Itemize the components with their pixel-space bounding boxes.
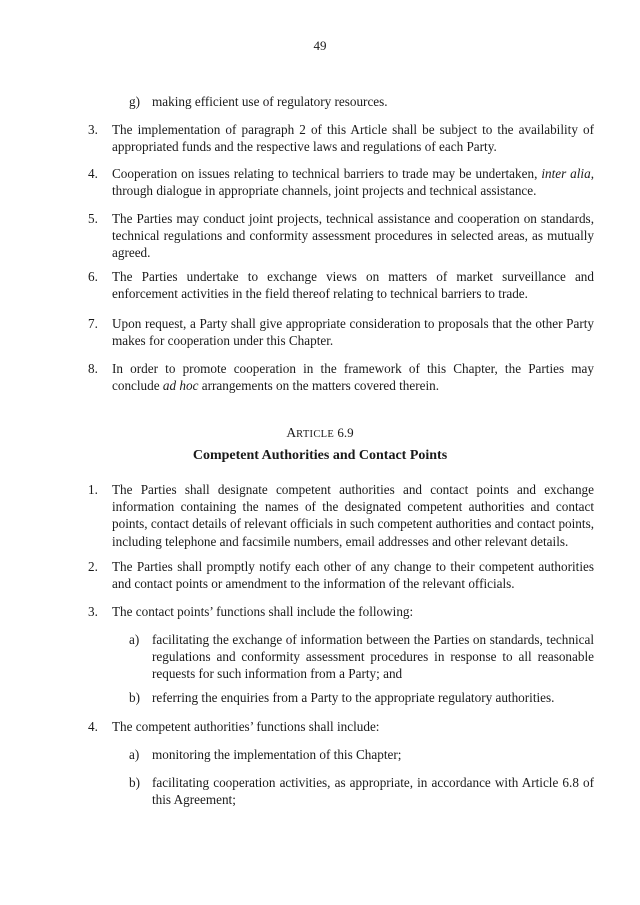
- sub-item-b: [129, 689, 594, 706]
- article-label-smallcaps: RTICLE: [296, 429, 335, 440]
- item-text: referring the enquiries from a Party to the appropriate regulatory authorities.: [152, 690, 555, 705]
- sub-item-a-authorities: [129, 746, 594, 763]
- sub-item-a: [129, 631, 594, 683]
- item-marker: 5.: [88, 211, 98, 226]
- paragraph-8: [88, 360, 594, 394]
- item-text: monitoring the implementation of this Chapter;: [152, 747, 402, 762]
- paragraph-2: [88, 558, 594, 592]
- list-item-g: [129, 93, 594, 110]
- page-number: 49: [313, 38, 327, 53]
- item-marker: b): [129, 690, 140, 705]
- paragraph-3-contact-points: [88, 603, 594, 620]
- item-text: The competent authorities’ functions shall include:: [112, 719, 380, 734]
- paragraph-7: [88, 315, 594, 349]
- item-text: The contact points’ functions shall include the following:: [112, 604, 414, 619]
- article-heading: [0, 425, 640, 443]
- item-marker: 3.: [88, 122, 98, 137]
- item-marker: 6.: [88, 269, 98, 284]
- paragraph-4-competent-authorities: [88, 718, 594, 735]
- paragraph-6: [88, 268, 594, 302]
- item-marker: 4.: [88, 719, 98, 734]
- article-label-initial: A: [286, 425, 297, 440]
- paragraph-4: [88, 165, 594, 199]
- paragraph-5: [88, 210, 594, 262]
- item-text: facilitating cooperation activities, as appropriate, in accordance with Article 6.8 of this Agreement;: [152, 775, 594, 808]
- item-marker: 7.: [88, 316, 98, 331]
- item-text: The implementation of paragraph 2 of this Article shall be subject to the availability of appropriated funds and the respective laws and regulations of each Party.: [112, 122, 594, 155]
- item-text: making efficient use of regulatory resources.: [152, 94, 388, 109]
- item-text: Upon request, a Party shall give appropriate consideration to proposals that the other Party makes for cooperation under this Chapter.: [112, 316, 594, 349]
- item-text: The Parties undertake to exchange views on matters of market surveillance and enforcement activities in the field thereof relating to technical barriers to trade.: [112, 269, 594, 302]
- item-text-end: , through dialogue in appropriate channels, joint projects and technical assistance.: [112, 166, 594, 199]
- paragraph-1: [88, 481, 594, 550]
- item-marker: b): [129, 775, 140, 790]
- article-title: Competent Authorities and Contact Points: [192, 448, 448, 463]
- item-marker: g): [129, 94, 140, 109]
- item-text-start: Cooperation on issues relating to technical barriers to trade may be undertaken,: [112, 166, 542, 181]
- item-marker: 4.: [88, 166, 98, 181]
- item-marker: 8.: [88, 361, 98, 376]
- item-marker: a): [129, 632, 140, 647]
- item-marker: a): [129, 747, 140, 762]
- sub-item-b-authorities: [129, 774, 594, 808]
- article-number: 6.9: [337, 425, 354, 440]
- item-marker: 3.: [88, 604, 98, 619]
- item-text-start: In order to promote cooperation in the framework of this Chapter, the Parties may conclude: [112, 361, 594, 394]
- item-text-italic: inter alia: [541, 166, 591, 181]
- paragraph-3: [88, 121, 594, 155]
- item-text-italic: ad hoc: [162, 378, 199, 394]
- item-text: facilitating the exchange of information between the Parties on standards, technical regulations and conformity assessment procedures in response to all reasonable requests for such information from a Party; and: [152, 632, 594, 682]
- item-text: The Parties shall promptly notify each other of any change to their competent authorities and contact points or amendment to the information of the relevant officials.: [112, 559, 594, 592]
- item-text: The Parties shall designate competent authorities and contact points and exchange information containing the names of the designated competent authorities and contact points, contact details of relevant officials in such competent authorities and contact points, including telephone and facsimile numbers, email addresses and other relevant details.: [112, 482, 594, 549]
- item-marker: 2.: [88, 559, 98, 574]
- item-text: The Parties may conduct joint projects, technical assistance and cooperation on standards, technical regulations and conformity assessment procedures in selected areas, as mutually agreed.: [112, 211, 594, 261]
- item-text-end: arrangements on the matters covered therein.: [198, 378, 440, 394]
- item-marker: 1.: [88, 482, 98, 497]
